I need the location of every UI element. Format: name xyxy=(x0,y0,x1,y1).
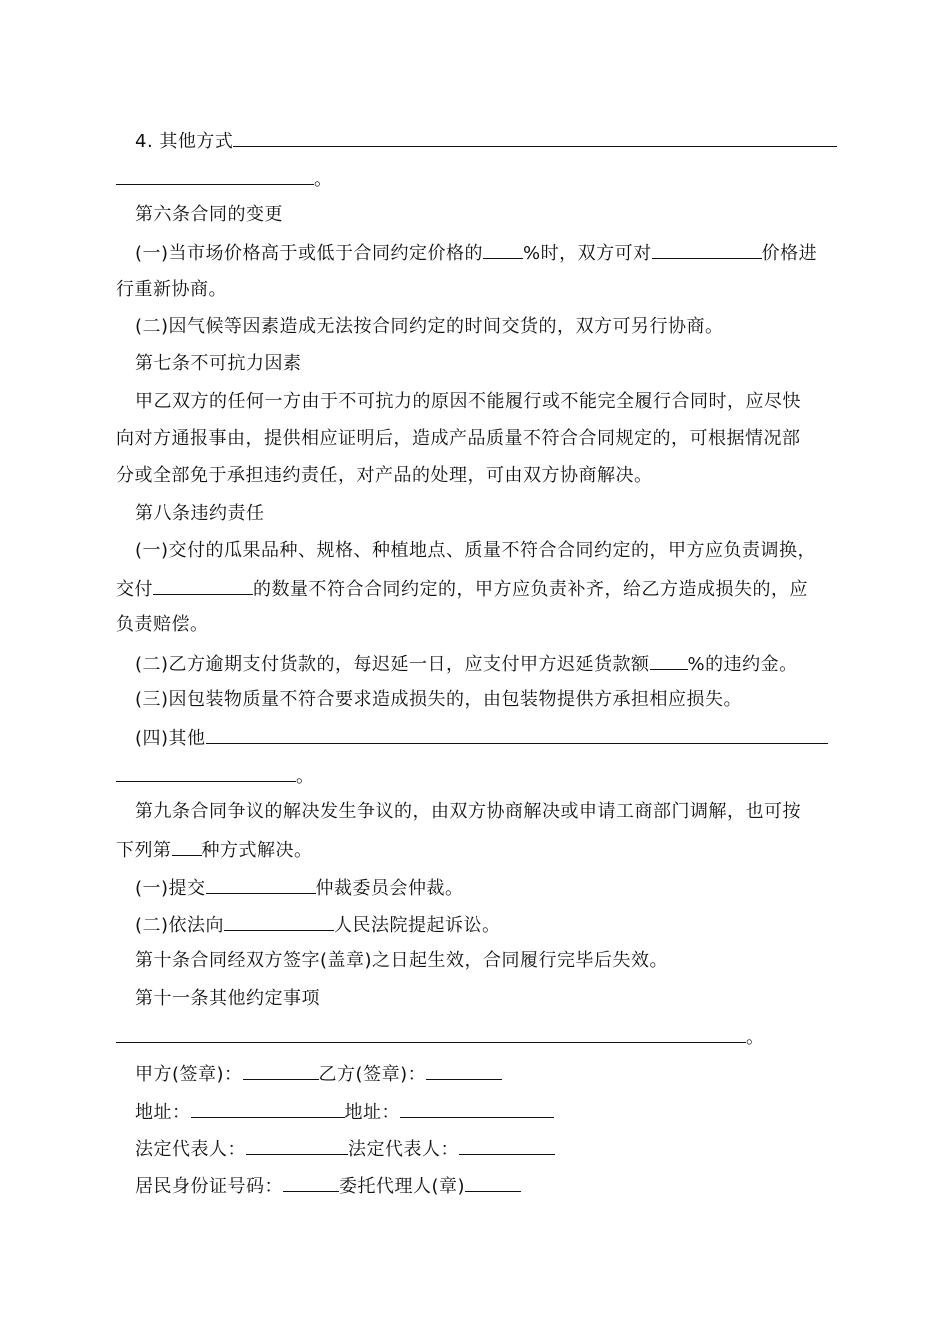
party-a-label: 甲方(签章)： xyxy=(135,1064,243,1085)
clause-text: (一)当市场价格高于或低于合同约定价格的 xyxy=(135,243,484,264)
other-blank-2 xyxy=(116,763,296,782)
article-9-clause-2 xyxy=(135,912,501,938)
clause-text: 人民法院提起诉讼。 xyxy=(334,915,501,936)
address-a-blank xyxy=(191,1099,345,1118)
article-7-body-line-2: 向对方通报事由，提供相应证明后，造成产品质量不符合合同规定的，可根据情况部 xyxy=(116,428,801,449)
clause-text: (一)提交 xyxy=(135,878,206,899)
clause-text: 价格进 xyxy=(761,243,818,264)
article-6-title: 第六条合同的变更 xyxy=(135,204,283,225)
article-8-clause-1-cont xyxy=(116,576,808,602)
court-blank xyxy=(224,912,334,931)
price-blank xyxy=(652,240,762,259)
article-6-clause-1 xyxy=(135,240,817,266)
party-a-blank xyxy=(243,1061,319,1080)
agent-blank xyxy=(465,1173,521,1192)
other-methods-blank xyxy=(233,128,837,147)
id-blank xyxy=(283,1173,339,1192)
other-blank xyxy=(206,725,828,744)
delivery-blank xyxy=(153,576,253,595)
clause-text: 仲裁委员会仲裁。 xyxy=(315,878,464,899)
rep-b-blank xyxy=(459,1136,555,1155)
clause-text: %时，双方可对 xyxy=(523,243,652,264)
clause-text: 交付 xyxy=(116,579,153,600)
id-label: 居民身份证号码： xyxy=(135,1176,283,1197)
clause-text: (四)其他 xyxy=(135,728,206,749)
article-8-clause-3: (三)因包装物质量不符合要求造成损失的，由包装物提供方承担相应损失。 xyxy=(135,689,743,710)
article-8-clause-1: (一)交付的瓜果品种、规格、种植地点、质量不符合合同约定的，甲方应负责调换， xyxy=(135,540,817,561)
article-11-blank-line xyxy=(116,1024,765,1050)
article-7-body-line-1: 甲乙双方的任何一方由于不可抗力的原因不能履行或不能完全履行合同时，应尽快 xyxy=(135,391,801,412)
other-methods-line xyxy=(135,128,837,154)
rep-b-label: 法定代表人： xyxy=(348,1139,459,1160)
period: 。 xyxy=(314,169,333,190)
clause-text: 种方式解决。 xyxy=(201,840,313,861)
signature-rep-line xyxy=(135,1136,555,1162)
party-b-blank xyxy=(426,1061,502,1080)
rep-a-blank xyxy=(246,1136,348,1155)
address-a-label: 地址： xyxy=(135,1102,191,1123)
article-6-clause-1-cont: 行重新协商。 xyxy=(116,279,227,300)
article-8-clause-4 xyxy=(135,725,828,751)
article-7-body-line-3: 分或全部免于承担违约责任，对产品的处理，可由双方协商解决。 xyxy=(116,465,653,486)
other-methods-blank-2 xyxy=(116,166,314,185)
clause-text: (二)依法向 xyxy=(135,915,225,936)
article-8-clause-4-cont xyxy=(116,763,315,789)
signature-address-line xyxy=(135,1099,554,1125)
penalty-percent-blank xyxy=(650,651,688,670)
article-9-intro: 第九条合同争议的解决发生争议的，由双方协商解决或申请工商部门调解，也可按 xyxy=(135,801,801,822)
article-8-title: 第八条违约责任 xyxy=(135,503,265,524)
article-9-clause-1 xyxy=(135,875,464,901)
clause-text: (二)乙方逾期支付货款的，每迟延一日，应支付甲方迟延货款额 xyxy=(135,654,650,675)
signature-id-line xyxy=(135,1173,521,1199)
article-11-title: 第十一条其他约定事项 xyxy=(135,988,320,1009)
arbitration-blank xyxy=(206,875,316,894)
clause-text: 的数量不符合合同约定的，甲方应负责补齐，给乙方造成损失的，应 xyxy=(253,579,808,600)
other-methods-cont xyxy=(116,166,333,192)
other-methods-label: 4. 其他方式 xyxy=(135,131,234,152)
method-number-blank xyxy=(172,837,202,856)
period: 。 xyxy=(296,766,315,787)
article-7-title: 第七条不可抗力因素 xyxy=(135,353,302,374)
article-8-clause-1-end: 负责赔偿。 xyxy=(116,614,209,635)
signature-party-line xyxy=(135,1061,502,1087)
clause-text: %的违约金。 xyxy=(687,654,798,675)
other-matters-blank xyxy=(116,1024,746,1043)
clause-text: 下列第 xyxy=(116,840,172,861)
address-b-label: 地址： xyxy=(344,1102,400,1123)
article-6-clause-2: (二)因气候等因素造成无法按合同约定的时间交货的，双方可另行协商。 xyxy=(135,316,724,337)
article-9-intro-cont xyxy=(116,837,313,863)
party-b-label: 乙方(签章)： xyxy=(318,1064,427,1085)
article-8-clause-2 xyxy=(135,651,798,677)
period: 。 xyxy=(746,1027,765,1048)
percent-blank xyxy=(483,240,523,259)
agent-label: 委托代理人(章) xyxy=(339,1176,466,1197)
address-b-blank xyxy=(400,1099,554,1118)
rep-a-label: 法定代表人： xyxy=(135,1139,246,1160)
article-10: 第十条合同经双方签字(盖章)之日起生效，合同履行完毕后失效。 xyxy=(135,950,669,971)
